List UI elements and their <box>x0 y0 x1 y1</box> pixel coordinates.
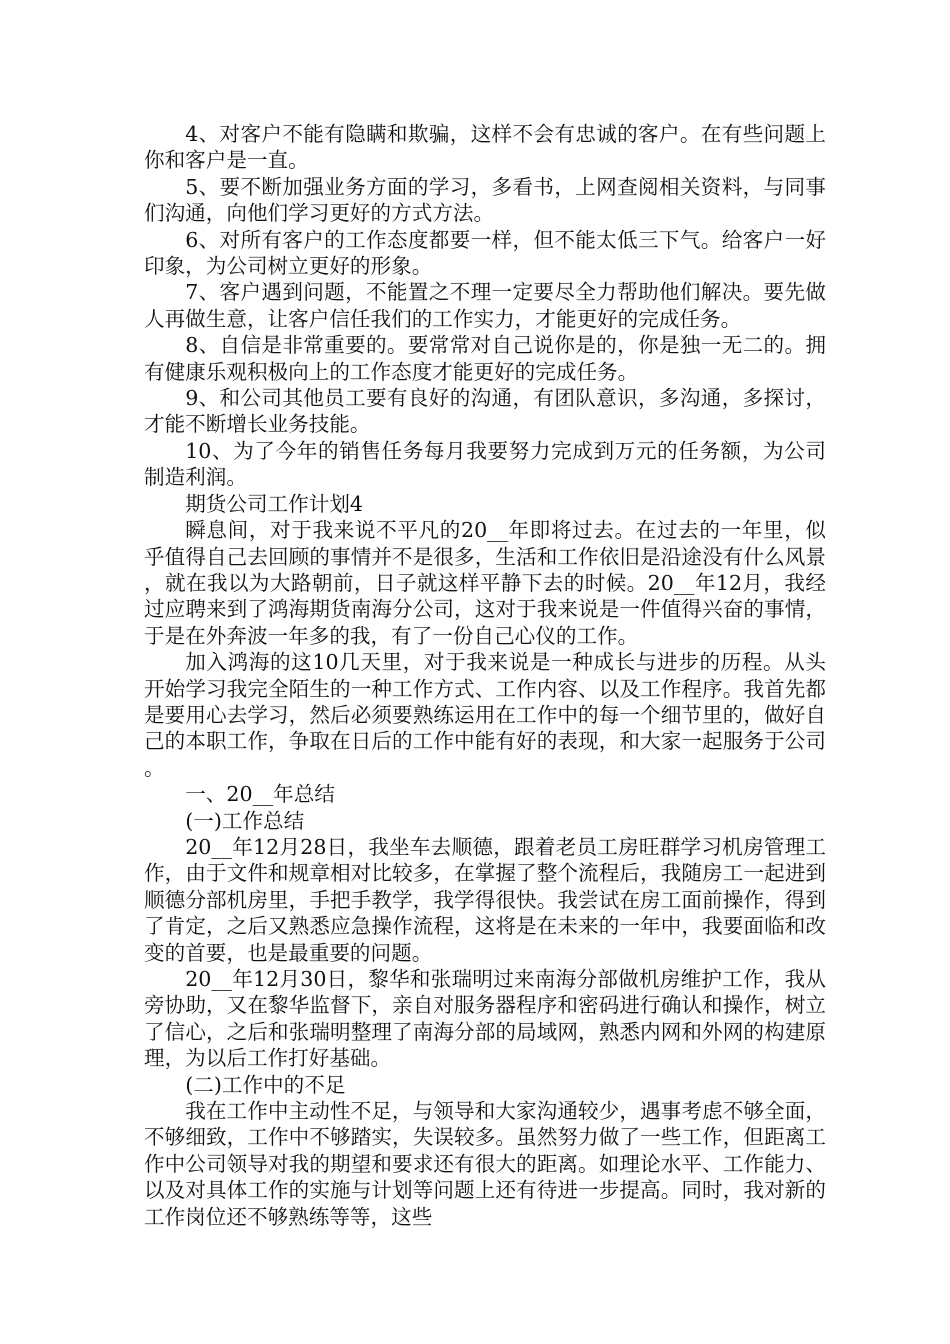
paragraph-dec-28: 20__年12月28日，我坐车去顺德，跟着老员工房旺群学习机房管理工作，由于文件和规章相对比较多，在掌握了整个流程后，我随房工一起进到顺德分部机房里，手把手教学，我学得很快。我尝试在房工面前操作，得到了肯定，之后又熟悉应急操作流程，这将是在未来的一年中，我要面临和改变的首要，也是最重要的问题。 <box>144 834 826 965</box>
subheading-shortcomings: (二)工作中的不足 <box>185 1072 346 1097</box>
paragraph-item-5: 5、要不断加强业务方面的学习，多看书，上网查阅相关资料，与同事们沟通，向他们学习更好的方式方法。 <box>144 174 826 226</box>
heading-year-summary: 一、20__年总结 <box>185 782 335 807</box>
paragraph-item-9: 9、和公司其他员工要有良好的沟通，有团队意识，多沟通，多探讨，才能不断增长业务技能。 <box>144 386 826 437</box>
document-body <box>144 121 826 1230</box>
paragraph-shortcomings: 我在工作中主动性不足，与领导和大家沟通较少，遇事考虑不够全面，不够细致，工作中不够踏实，失误较多。虽然努力做了一些工作，但距离工作中公司领导对我的期望和要求还有很大的距离。如理论水平、工作能力、以及对具体工作的实施与计划等问题上还有待进一步提高。同时，我对新的工作岗位还不够熟练等等，这些 <box>144 1099 826 1229</box>
paragraph-dec-30: 20__年12月30日，黎华和张瑞明过来南海分部做机房维护工作，我从旁协助，又在黎华监督下，亲自对服务器程序和密码进行确认和操作，树立了信心，之后和张瑞明整理了南海分部的局域网，熟悉内网和外网的构建原理，为以后工作打好基础。 <box>144 967 826 1071</box>
paragraph-intro: 瞬息间，对于我来说不平凡的20__年即将过去。在过去的一年里，似乎值得自己去回顾的事情并不是很多，生活和工作依旧是沿途没有什么风景，就在我以为大路朝前，日子就这样平静下去的时候。20__年12月，我经过应聘来到了鸿海期货南海分公司，这对于我来说是一件值得兴奋的事情，于是在外奔波一年多的我，有了一份自己心仪的工作。 <box>144 518 826 648</box>
section-title-plan-4: 期货公司工作计划4 <box>185 491 364 516</box>
paragraph-item-6: 6、对所有客户的工作态度都要一样，但不能太低三下气。给客户一好印象，为公司树立更好的形象。 <box>144 227 826 279</box>
paragraph-joining: 加入鸿海的这10几天里，对于我来说是一种成长与进步的历程。从头开始学习我完全陌生的一种工作方式、工作内容、以及工作程序。我首先都是要用心去学习，然后必须要熟练运用在工作中的每一个细节里的，做好自己的本职工作，争取在日后的工作中能有好的表现，和大家一起服务于公司。 <box>144 650 826 780</box>
subheading-work-summary: (一)工作总结 <box>185 808 305 833</box>
paragraph-item-7: 7、客户遇到问题，不能置之不理一定要尽全力帮助他们解决。要先做人再做生意，让客户信任我们的工作实力，才能更好的完成任务。 <box>144 280 826 331</box>
paragraph-item-8: 8、自信是非常重要的。要常常对自己说你是的，你是独一无二的。拥有健康乐观积极向上的工作态度才能更好的完成任务。 <box>144 333 826 384</box>
paragraph-item-10: 10、为了今年的销售任务每月我要努力完成到万元的任务额，为公司制造利润。 <box>144 438 826 490</box>
paragraph-item-4: 4、对客户不能有隐瞒和欺骗，这样不会有忠诚的客户。在有些问题上你和客户是一直。 <box>144 122 826 173</box>
